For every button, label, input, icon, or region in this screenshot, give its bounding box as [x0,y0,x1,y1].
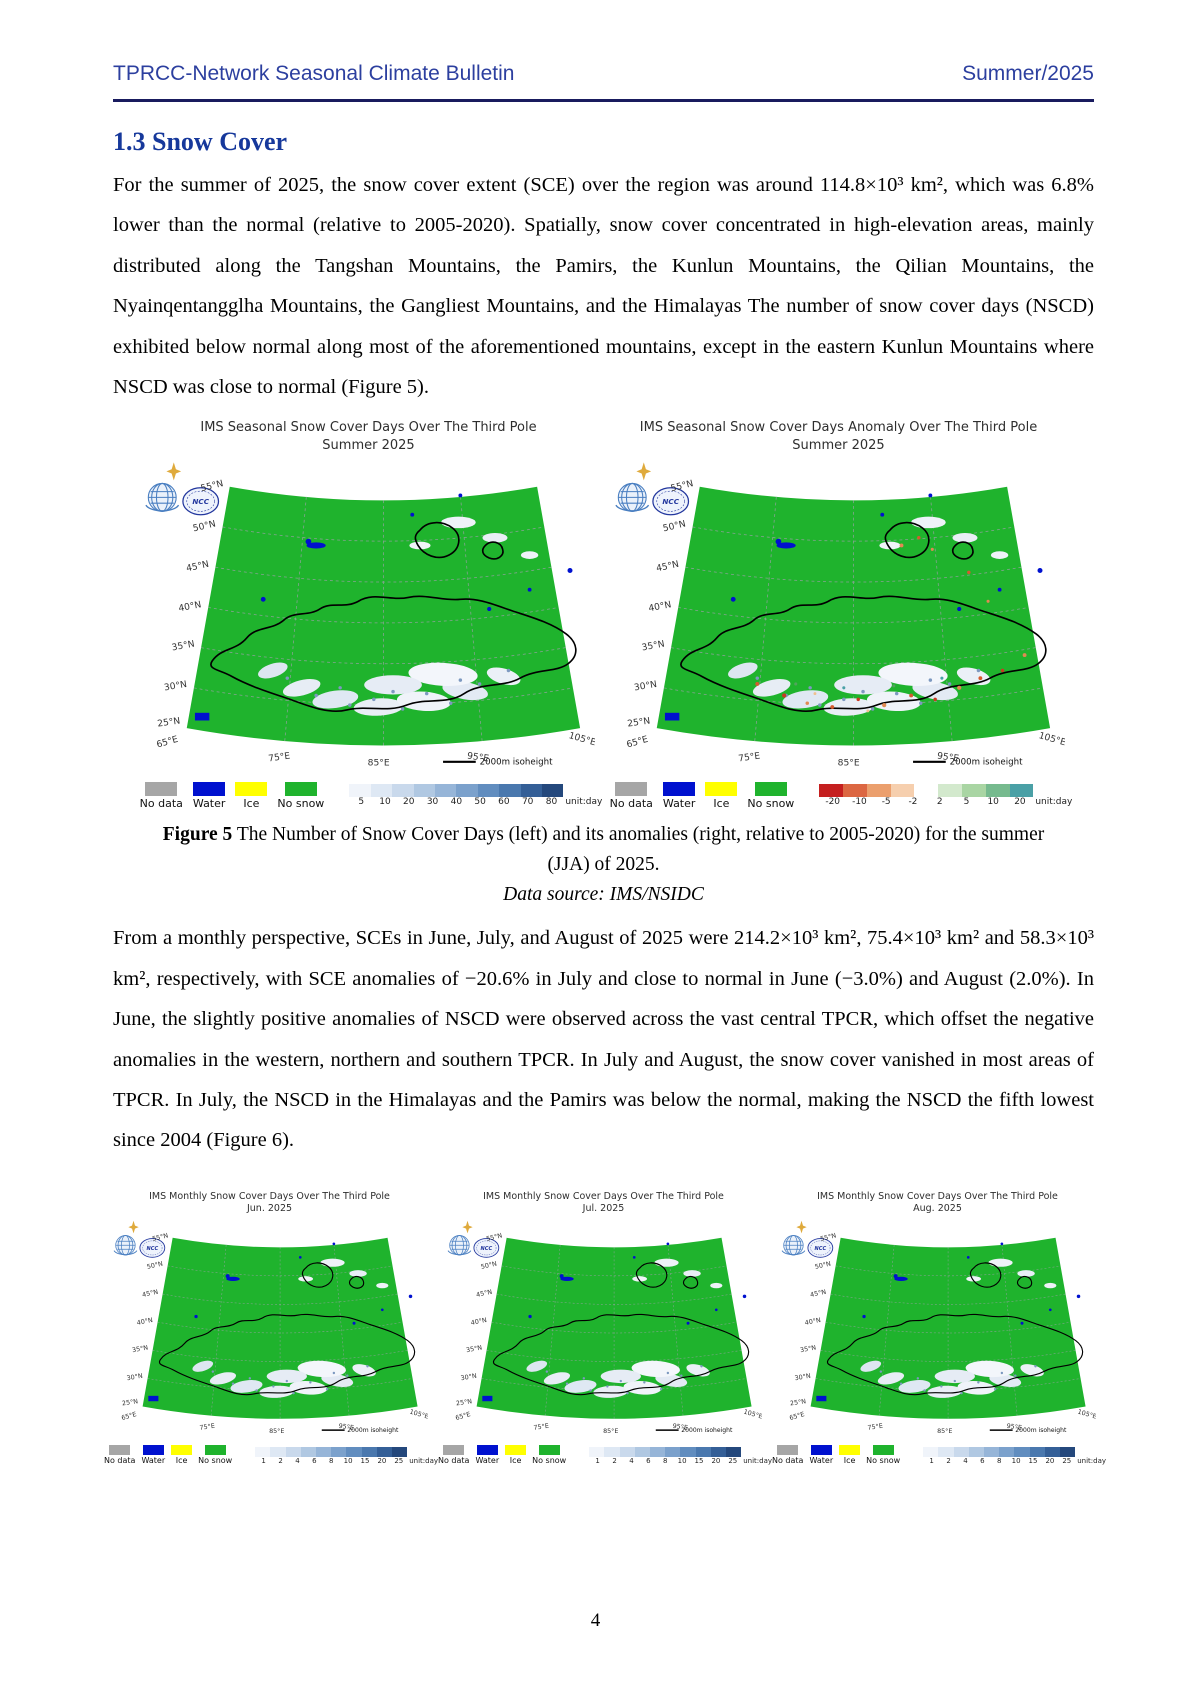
colorbar-segment [819,784,843,797]
map-legend [772,1445,1107,1466]
map-seasonal-anomaly [609,419,1073,810]
colorbar-segment [1014,1447,1029,1457]
legend-swatch [777,1445,798,1455]
colorbar-anomaly [819,782,1072,807]
colorbar-tick: 2 [612,1457,617,1466]
legend-label: Ice [713,796,730,810]
colorbar-segment [891,784,915,797]
figure6-maps-row [104,1190,1107,1466]
colorbar-segment [999,1447,1014,1457]
colorbar-ticks [255,1457,407,1465]
map-subtitle: Aug. 2025 [913,1203,962,1215]
map-monthly-june [104,1190,439,1466]
legend-swatch [285,782,317,796]
colorbar-segment [984,1447,999,1457]
colorbar-tick: 15 [1028,1457,1038,1466]
legend-label: No data [438,1456,470,1466]
colorbar-tick: 8 [328,1457,334,1466]
colorbar-segment [521,784,542,797]
legend-category [140,782,183,810]
colorbar-segment [346,1447,361,1457]
colorbar-tick: 20 [711,1457,721,1466]
map-legend [609,782,1073,810]
colorbar-tick: 20 [1045,1457,1055,1466]
colorbar-ticks [923,1457,1075,1465]
map-title-block [780,1191,1096,1217]
colorbar-segment [969,1447,984,1457]
legend-category [235,782,267,810]
legend-label: No data [772,1456,804,1466]
colorbar-tick: 4 [963,1457,968,1466]
colorbar-tick: 1 [595,1457,600,1466]
legend-category [193,782,226,810]
colorbar-tick: 40 [450,796,463,807]
colorbar-ticks [349,797,563,807]
legend-label: No data [139,796,183,810]
colorbar-tick: -5 [881,796,891,807]
colorbar-tick: 5 [963,796,970,807]
map-legend [438,1445,773,1466]
map-title-block [446,1191,762,1217]
colorbar-tick: 10 [343,1457,353,1466]
colorbar-segment [542,784,563,797]
colorbar-tick: 4 [295,1457,300,1466]
map-subtitle: Jun. 2025 [246,1203,293,1215]
legend-categories [135,782,330,810]
colorbar-tick: 10 [677,1457,687,1466]
colorbar-tick: 6 [312,1457,317,1466]
map-title: IMS Monthly Snow Cover Days Over The Third Pole [483,1190,724,1202]
colorbar-segment [392,1447,407,1457]
colorbar-segment [435,784,456,797]
page-number: 4 [590,1610,601,1631]
map-title-block [613,419,1065,455]
colorbar-monthly [255,1445,438,1465]
colorbar-tick: 20 [403,796,415,807]
colorbar-tick: 80 [545,796,558,807]
colorbar-segment [620,1447,635,1457]
colorbar-segment [349,784,370,797]
colorbar-segment [331,1447,346,1457]
figure-caption-text: The Number of Snow Cover Days (left) and its anomalies (right, relative to 2005-2020) for the summer (JJA) of 2025. [236,823,1045,875]
colorbar-segment [923,1447,938,1457]
colorbar-segment [316,1447,331,1457]
colorbar-tick: 8 [996,1457,1002,1466]
colorbar-unit: unit:day [1035,796,1073,807]
map-monthly-june-figure [112,1217,428,1443]
legend-swatch [873,1445,894,1455]
colorbar-tick: -20 [825,796,841,807]
figure5-maps-row [113,419,1094,810]
legend-label: Ice [509,1456,522,1466]
legend-category [438,1445,469,1465]
colorbar-tick: 4 [629,1457,634,1466]
colorbar-segment [954,1447,969,1457]
legend-category [663,782,696,810]
colorbar-unit: unit:day [743,1457,773,1466]
legend-category [839,1445,860,1465]
header-title: TPRCC-Network Seasonal Climate Bulletin [113,62,515,85]
colorbar-segment [255,1447,270,1457]
colorbar-segment [938,784,962,797]
legend-category [747,782,794,810]
map-subtitle: Summer 2025 [792,438,885,454]
legend-label: Ice [243,796,260,810]
legend-swatch [539,1445,560,1455]
colorbar-segment [843,784,867,797]
colorbar-tick: 25 [728,1457,738,1466]
colorbar-tick: 10 [1011,1457,1021,1466]
colorbar-segment [270,1447,285,1457]
colorbar-ticks [819,797,1033,807]
colorbar-unit: unit:day [1077,1457,1107,1466]
map-legend [104,1445,439,1466]
legend-label: No snow [747,796,795,810]
legend-label: No data [609,796,653,810]
colorbar-tick: 8 [662,1457,668,1466]
header-rule [113,99,1094,102]
colorbar-segment [414,784,435,797]
colorbar-tick: 20 [377,1457,387,1466]
legend-label: No snow [866,1456,901,1466]
legend-swatch [171,1445,192,1455]
colorbar-segment [962,784,986,797]
legend-category [610,782,653,810]
colorbar-segment [867,784,891,797]
colorbar-segment [456,784,477,797]
colorbar-tick: 15 [360,1457,370,1466]
legend-swatch [755,782,787,796]
colorbar-segment [362,1447,377,1457]
page-header [113,62,1094,86]
legend-label: No snow [198,1456,233,1466]
colorbar-tick: 60 [498,796,510,807]
legend-swatch [109,1445,130,1455]
figure-label: Figure 5 [162,823,233,845]
header-issue: Summer/2025 [962,62,1094,85]
map-seasonal-days [139,419,603,810]
paragraph-1: For the summer of 2025, the snow cover extent (SCE) over the region was around 114.8×10³ km², which was 6.8% lower than the normal (relative to 2005-2020). Spatially, snow cover concentrated in high-elevation areas, mainly distributed along the Tangshan Mountains, the Pamirs, the Kunlun Mountains, the Qilian Mountains, the Nyainqentangglha Mountains, the Gangliest Mountains, and the Himalayas The number of snow cover days (NSCD) exhibited below normal along most of the aforementioned mountains, except in the eastern Kunlun Mountains where NSCD was close to normal (Figure 5). [113,174,1094,398]
colorbar-segment [371,784,392,797]
colorbar-segment [726,1447,741,1457]
legend-categories [605,782,800,810]
map-title: IMS Monthly Snow Cover Days Over The Third Pole [149,1190,390,1202]
colorbar-tick: 2 [278,1457,283,1466]
colorbar-monthly [923,1445,1106,1465]
colorbar-tick: 1 [929,1457,934,1466]
legend-label: Water [141,1456,166,1466]
colorbar-tick: 70 [521,796,534,807]
map-title: IMS Seasonal Snow Cover Days Over The Third Pole [200,420,537,436]
colorbar-tick: 30 [426,796,439,807]
legend-swatch [615,782,647,796]
legend-swatch [477,1445,498,1455]
legend-label: Water [662,796,696,810]
map-subtitle: Jul. 2025 [582,1203,625,1215]
colorbar-segment [665,1447,680,1457]
colorbar-gradient [589,1447,741,1457]
map-subtitle: Summer 2025 [322,438,415,454]
map-legend [139,782,603,810]
colorbar-tick: -2 [908,796,918,807]
colorbar-segment [680,1447,695,1457]
colorbar-gradient [255,1447,407,1457]
figure5-caption [149,820,1059,911]
colorbar-unit: unit:day [409,1457,439,1466]
colorbar-segment [635,1447,650,1457]
map-monthly-july-figure [446,1217,762,1443]
colorbar-segment [1030,1447,1045,1457]
colorbar-segment [392,784,413,797]
map-title: IMS Seasonal Snow Cover Days Anomaly Over The Third Pole [639,420,1038,436]
legend-swatch [705,782,737,796]
legend-category [772,1445,803,1465]
legend-swatch [839,1445,860,1455]
colorbar-tick: 10 [987,796,999,807]
legend-label: No snow [532,1456,567,1466]
colorbar-segment [604,1447,619,1457]
colorbar-monthly [589,1445,772,1465]
colorbar-tick: 25 [1062,1457,1072,1466]
legend-swatch [143,1445,164,1455]
legend-label: Water [809,1456,834,1466]
colorbar-tick: 10 [379,796,391,807]
legend-categories [769,1445,903,1465]
colorbar-segment [1045,1447,1060,1457]
colorbar-tick: 20 [1014,796,1026,807]
colorbar-segment [301,1447,316,1457]
legend-category [141,1445,165,1465]
legend-category [104,1445,135,1465]
colorbar-tick: 15 [694,1457,704,1466]
legend-swatch [205,1445,226,1455]
legend-label: No data [104,1456,136,1466]
legend-swatch [235,782,267,796]
colorbar-segment [1060,1447,1075,1457]
legend-category [475,1445,499,1465]
map-title-block [143,419,595,455]
colorbar-segment [914,784,938,797]
colorbar-tick: 6 [646,1457,651,1466]
legend-swatch [145,782,177,796]
colorbar-ticks [589,1457,741,1465]
colorbar-segment [938,1447,953,1457]
legend-swatch [505,1445,526,1455]
colorbar-tick: 2 [946,1457,951,1466]
colorbar-segment [711,1447,726,1457]
legend-category [532,1445,566,1465]
legend-label: Water [475,1456,500,1466]
colorbar-tick: 1 [261,1457,266,1466]
map-monthly-august [772,1190,1107,1466]
legend-label: Ice [175,1456,188,1466]
legend-swatch [663,782,695,796]
map-seasonal-anomaly-figure [613,457,1065,780]
colorbar-segment [499,784,520,797]
legend-category [171,1445,192,1465]
colorbar-segment [696,1447,711,1457]
legend-label: No snow [277,796,325,810]
legend-label: Water [192,796,226,810]
legend-category [866,1445,900,1465]
colorbar-days [349,782,602,807]
map-title-block [112,1191,428,1217]
colorbar-tick: 25 [394,1457,404,1466]
colorbar-segment [986,784,1010,797]
colorbar-tick: 2 [936,796,943,807]
legend-categories [101,1445,235,1465]
paragraph-2: From a monthly perspective, SCEs in June, July, and August of 2025 were 214.2×10³ km², 75.4×10³ km² and 58.3×10³ km², respectively, with SCE anomalies of −20.6% in July and close to normal in June (−3.0%) and August (2.0%). In June, the slightly positive anomalies of NSCD were observed across the vast central TPCR, which offset the negative anomalies in the western, northern and southern TPCR. In July and August, the snow cover vanished in most areas of TPCR. In July, the NSCD in the Himalayas and the Pamirs was below the normal, making the NSCD the fifth lowest since 2004 (Figure 6). [113,927,1094,1152]
legend-category [705,782,737,810]
map-monthly-august-figure [780,1217,1096,1443]
map-title: IMS Monthly Snow Cover Days Over The Third Pole [817,1190,1058,1202]
colorbar-gradient [349,784,563,797]
legend-swatch [193,782,225,796]
colorbar-unit: unit:day [565,796,603,807]
legend-categories [435,1445,569,1465]
colorbar-segment [650,1447,665,1457]
legend-category [198,1445,232,1465]
legend-category [809,1445,833,1465]
colorbar-tick: -10 [852,796,867,807]
legend-label: Ice [843,1456,856,1466]
colorbar-gradient [819,784,1033,797]
legend-swatch [811,1445,832,1455]
map-monthly-july [438,1190,773,1466]
map-seasonal-days-figure [143,457,595,780]
colorbar-tick: 6 [980,1457,985,1466]
colorbar-segment [478,784,499,797]
legend-swatch [443,1445,464,1455]
colorbar-gradient [923,1447,1075,1457]
colorbar-segment [1010,784,1034,797]
figure-data-source: Data source: IMS/NSIDC [503,884,704,906]
colorbar-segment [286,1447,301,1457]
colorbar-segment [589,1447,604,1457]
legend-category [277,782,324,810]
colorbar-segment [377,1447,392,1457]
colorbar-tick: 5 [358,796,365,807]
legend-category [505,1445,526,1465]
section-heading: 1.3 Snow Cover [113,127,288,156]
colorbar-tick: 50 [474,796,486,807]
